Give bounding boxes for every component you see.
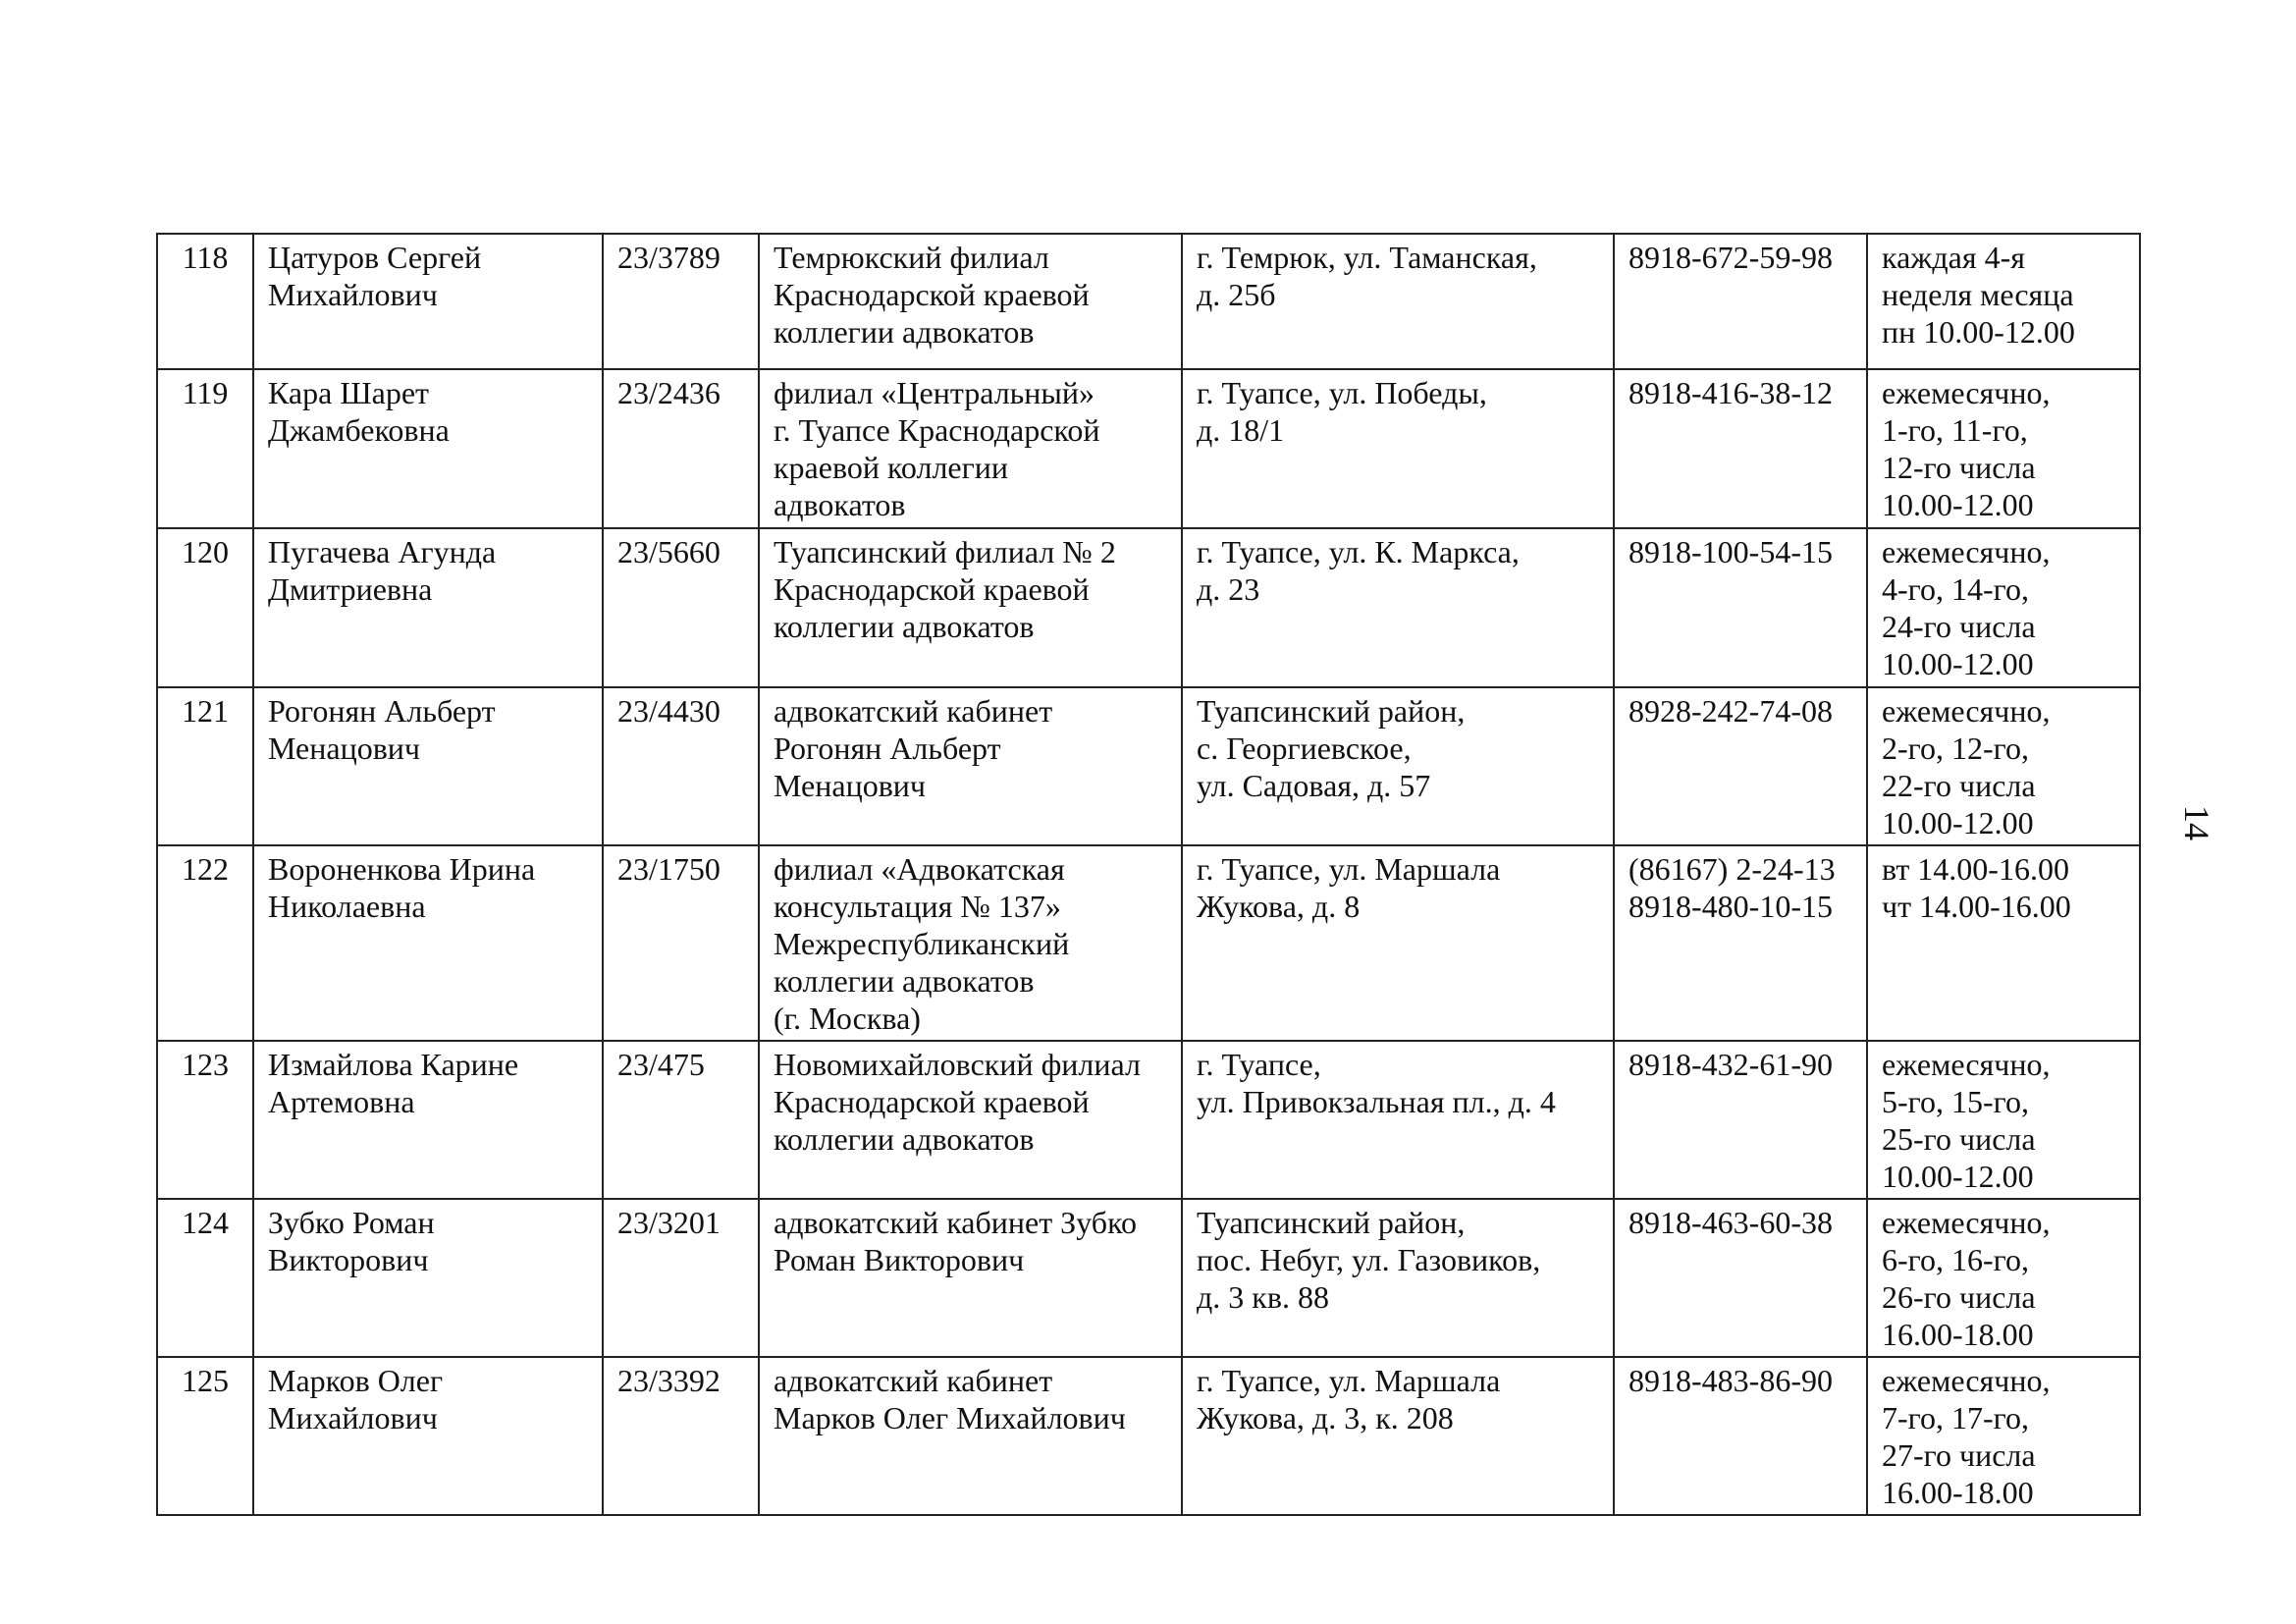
registry-number-cell: 23/2436 xyxy=(603,369,759,528)
lawyer-name-cell: Зубко Роман Викторович xyxy=(253,1199,603,1357)
row-number-cell: 119 xyxy=(157,369,253,528)
phone-cell: (86167) 2-24-13 8918-480-10-15 xyxy=(1614,845,1867,1041)
lawyer-name-cell: Рогонян Альберт Менацович xyxy=(253,687,603,845)
table-row xyxy=(157,687,2140,845)
address-cell: г. Темрюк, ул. Таманская, д. 25б xyxy=(1182,234,1614,369)
registry-number-cell: 23/4430 xyxy=(603,687,759,845)
table-row xyxy=(157,234,2140,369)
table-body xyxy=(157,234,2140,1515)
organization-cell: Туапсинский филиал № 2 Краснодарской краевой коллегии адвокатов xyxy=(759,528,1182,687)
phone-cell: 8918-483-86-90 xyxy=(1614,1357,1867,1515)
address-cell: г. Туапсе, ул. Маршала Жукова, д. 3, к. 208 xyxy=(1182,1357,1614,1515)
schedule-cell: ежемесячно, 7-го, 17-го, 27-го числа 16.00-18.00 xyxy=(1867,1357,2140,1515)
registry-number-cell: 23/475 xyxy=(603,1041,759,1199)
schedule-cell: каждая 4-я неделя месяца пн 10.00-12.00 xyxy=(1867,234,2140,369)
table-row xyxy=(157,1357,2140,1515)
phone-cell: 8928-242-74-08 xyxy=(1614,687,1867,845)
row-number-cell: 121 xyxy=(157,687,253,845)
phone-cell: 8918-672-59-98 xyxy=(1614,234,1867,369)
lawyers-table xyxy=(156,233,2141,1516)
schedule-cell: ежемесячно, 1-го, 11-го, 12-го числа 10.00-12.00 xyxy=(1867,369,2140,528)
organization-cell: адвокатский кабинет Зубко Роман Викторович xyxy=(759,1199,1182,1357)
schedule-cell: ежемесячно, 4-го, 14-го, 24-го числа 10.00-12.00 xyxy=(1867,528,2140,687)
page-number: 14 xyxy=(2177,805,2216,840)
schedule-cell: ежемесячно, 2-го, 12-го, 22-го числа 10.00-12.00 xyxy=(1867,687,2140,845)
lawyer-name-cell: Вороненкова Ирина Николаевна xyxy=(253,845,603,1041)
organization-cell: Новомихайловский филиал Краснодарской краевой коллегии адвокатов xyxy=(759,1041,1182,1199)
registry-number-cell: 23/3201 xyxy=(603,1199,759,1357)
phone-cell: 8918-100-54-15 xyxy=(1614,528,1867,687)
organization-cell: адвокатский кабинет Марков Олег Михайлович xyxy=(759,1357,1182,1515)
address-cell: г. Туапсе, ул. Привокзальная пл., д. 4 xyxy=(1182,1041,1614,1199)
lawyer-name-cell: Измайлова Карине Артемовна xyxy=(253,1041,603,1199)
phone-cell: 8918-432-61-90 xyxy=(1614,1041,1867,1199)
row-number-cell: 120 xyxy=(157,528,253,687)
schedule-cell: вт 14.00-16.00 чт 14.00-16.00 xyxy=(1867,845,2140,1041)
registry-number-cell: 23/3789 xyxy=(603,234,759,369)
organization-cell: Темрюкский филиал Краснодарской краевой коллегии адвокатов xyxy=(759,234,1182,369)
table-row xyxy=(157,1199,2140,1357)
lawyer-name-cell: Цатуров Сергей Михайлович xyxy=(253,234,603,369)
schedule-cell: ежемесячно, 6-го, 16-го, 26-го числа 16.00-18.00 xyxy=(1867,1199,2140,1357)
row-number-cell: 122 xyxy=(157,845,253,1041)
table-row xyxy=(157,528,2140,687)
row-number-cell: 123 xyxy=(157,1041,253,1199)
table-row xyxy=(157,1041,2140,1199)
address-cell: г. Туапсе, ул. К. Маркса, д. 23 xyxy=(1182,528,1614,687)
address-cell: Туапсинский район, с. Георгиевское, ул. Садовая, д. 57 xyxy=(1182,687,1614,845)
lawyer-name-cell: Кара Шарет Джамбековна xyxy=(253,369,603,528)
phone-cell: 8918-416-38-12 xyxy=(1614,369,1867,528)
address-cell: г. Туапсе, ул. Победы, д. 18/1 xyxy=(1182,369,1614,528)
address-cell: Туапсинский район, пос. Небуг, ул. Газовиков, д. 3 кв. 88 xyxy=(1182,1199,1614,1357)
row-number-cell: 118 xyxy=(157,234,253,369)
registry-number-cell: 23/1750 xyxy=(603,845,759,1041)
row-number-cell: 124 xyxy=(157,1199,253,1357)
lawyer-name-cell: Пугачева Агунда Дмитриевна xyxy=(253,528,603,687)
registry-number-cell: 23/5660 xyxy=(603,528,759,687)
organization-cell: адвокатский кабинет Рогонян Альберт Менацович xyxy=(759,687,1182,845)
lawyer-name-cell: Марков Олег Михайлович xyxy=(253,1357,603,1515)
address-cell: г. Туапсе, ул. Маршала Жукова, д. 8 xyxy=(1182,845,1614,1041)
table-row xyxy=(157,369,2140,528)
table-row xyxy=(157,845,2140,1041)
schedule-cell: ежемесячно, 5-го, 15-го, 25-го числа 10.00-12.00 xyxy=(1867,1041,2140,1199)
registry-number-cell: 23/3392 xyxy=(603,1357,759,1515)
organization-cell: филиал «Центральный» г. Туапсе Краснодарской краевой коллегии адвокатов xyxy=(759,369,1182,528)
organization-cell: филиал «Адвокатская консультация № 137» Межреспубликанский коллегии адвокатов (г. Москва) xyxy=(759,845,1182,1041)
row-number-cell: 125 xyxy=(157,1357,253,1515)
phone-cell: 8918-463-60-38 xyxy=(1614,1199,1867,1357)
